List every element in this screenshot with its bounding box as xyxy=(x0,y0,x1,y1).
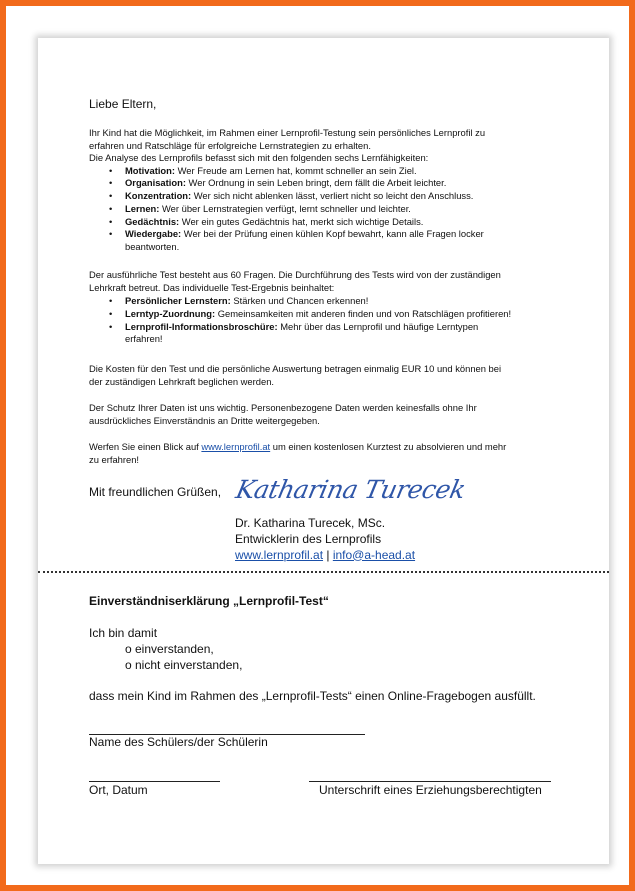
svg-text:Katharina Turecek: Katharina Turecek xyxy=(233,475,468,504)
list-item: • Persönlicher Lernstern: Stärken und Chancen erkennen! xyxy=(109,295,369,306)
signature-label: Unterschrift eines Erziehungsberechtigten xyxy=(319,783,542,797)
intro-line-1: Ihr Kind hat die Möglichkeit, im Rahmen einer Lernprofil-Testung sein persönliches Lernprofil zu xyxy=(89,127,486,138)
results-list xyxy=(89,295,589,346)
signer-name: Dr. Katharina Turecek, MSc. xyxy=(235,516,386,530)
salutation: Liebe Eltern, xyxy=(89,97,157,111)
signer-contact: www.lernprofil.at | info@a-head.at xyxy=(235,547,416,562)
letter-sheet xyxy=(38,38,609,864)
lernprofil-link[interactable]: www.lernprofil.at xyxy=(201,441,271,452)
place-date-label: Ort, Datum xyxy=(89,783,148,797)
privacy-line-1: Der Schutz Ihrer Daten ist uns wichtig. Personenbezogene Daten werden keinesfalls ohne Ihr xyxy=(89,402,477,413)
test-line-1: Der ausführliche Test besteht aus 60 Fragen. Die Durchführung des Tests wird von der zuständigen xyxy=(89,269,501,280)
option-agree[interactable]: o einverstanden, xyxy=(125,642,214,656)
list-item: • Wiedergabe: Wer bei der Prüfung einen kühlen Kopf bewahrt, kann alle Fragen locker beantworten. xyxy=(109,228,484,253)
cost-line-2: der zuständigen Lehrkraft beglichen werden. xyxy=(89,375,275,387)
student-name-label: Name des Schülers/der Schülerin xyxy=(89,735,268,749)
bullet-icon: • xyxy=(109,177,113,189)
list-item: • Lernprofil-Informationsbroschüre: Mehr über das Lernprofil und häufige Lerntypen erfahren! xyxy=(109,320,479,345)
bullet-icon: • xyxy=(109,202,113,214)
place-date-line[interactable] xyxy=(89,781,220,782)
bullet-icon: • xyxy=(109,215,113,227)
signer-role: Entwicklerin des Lernprofils xyxy=(235,532,382,546)
email-link[interactable]: info@a-head.at xyxy=(332,547,416,562)
cost-line-1: Die Kosten für den Test und die persönliche Auswertung betragen einmalig EUR 10 und können bei xyxy=(89,363,502,374)
cta-line-2: zu erfahren! xyxy=(89,453,140,465)
form-statement: dass mein Kind im Rahmen des „Lernprofil-Tests“ einen Online-Fragebogen ausfüllt. xyxy=(89,689,536,703)
closing: Mit freundlichen Grüßen, xyxy=(89,485,222,499)
list-item: • Gedächtnis: Wer ein gutes Gedächtnis hat, merkt sich wichtige Details. xyxy=(109,215,424,227)
skills-list xyxy=(89,165,589,255)
test-line-2: Lehrkraft betreut. Das individuelle Test-Ergebnis beinhaltet: xyxy=(89,281,335,293)
form-i-am: Ich bin damit xyxy=(89,626,158,640)
intro-line-3: Die Analyse des Lernprofils befasst sich mit den folgenden sechs Lernfähigkeiten: xyxy=(89,152,429,163)
bullet-icon: • xyxy=(109,320,113,332)
list-item: • Konzentration: Wer sich nicht ablenken lässt, verliert nicht so leicht den Anschluss. xyxy=(109,190,474,202)
list-item: • Lerntyp-Zuordnung: Gemeinsamkeiten mit anderen finden und von Ratschlägen profitieren! xyxy=(109,307,512,319)
list-item: • Lernen: Wer über Lernstrategien verfügt, lernt schneller und leichter. xyxy=(109,202,411,214)
signature-line[interactable] xyxy=(309,781,551,782)
cta-line-1: Werfen Sie einen Blick auf www.lernprofil.at um einen kostenlosen Kurztest zu absolvieren und mehr xyxy=(89,441,507,452)
bullet-icon: • xyxy=(109,307,113,319)
dotted-separator xyxy=(38,571,609,573)
list-item: • Organisation: Wer Ordnung in sein Leben bringt, dem fällt die Arbeit leichter. xyxy=(109,177,447,189)
list-item: • Motivation: Wer Freude am Lernen hat, kommt schneller an sein Ziel. xyxy=(109,164,417,176)
bullet-icon: • xyxy=(109,164,113,176)
page-frame xyxy=(6,6,629,885)
privacy-line-2: ausdrückliches Einverständnis an Dritte weitergegeben. xyxy=(89,414,320,426)
bullet-icon: • xyxy=(109,295,113,306)
web-link[interactable]: www.lernprofil.at xyxy=(235,547,324,562)
option-disagree[interactable]: o nicht einverstanden, xyxy=(125,658,243,672)
form-title: Einverständniserklärung „Lernprofil-Test“ xyxy=(89,594,329,608)
bullet-icon: • xyxy=(109,190,113,202)
intro-line-2: erfahren und Ratschläge für erfolgreiche Lernstrategien zu erhalten. xyxy=(89,139,371,151)
bullet-icon: • xyxy=(109,228,113,240)
handwritten-signature xyxy=(233,468,468,508)
